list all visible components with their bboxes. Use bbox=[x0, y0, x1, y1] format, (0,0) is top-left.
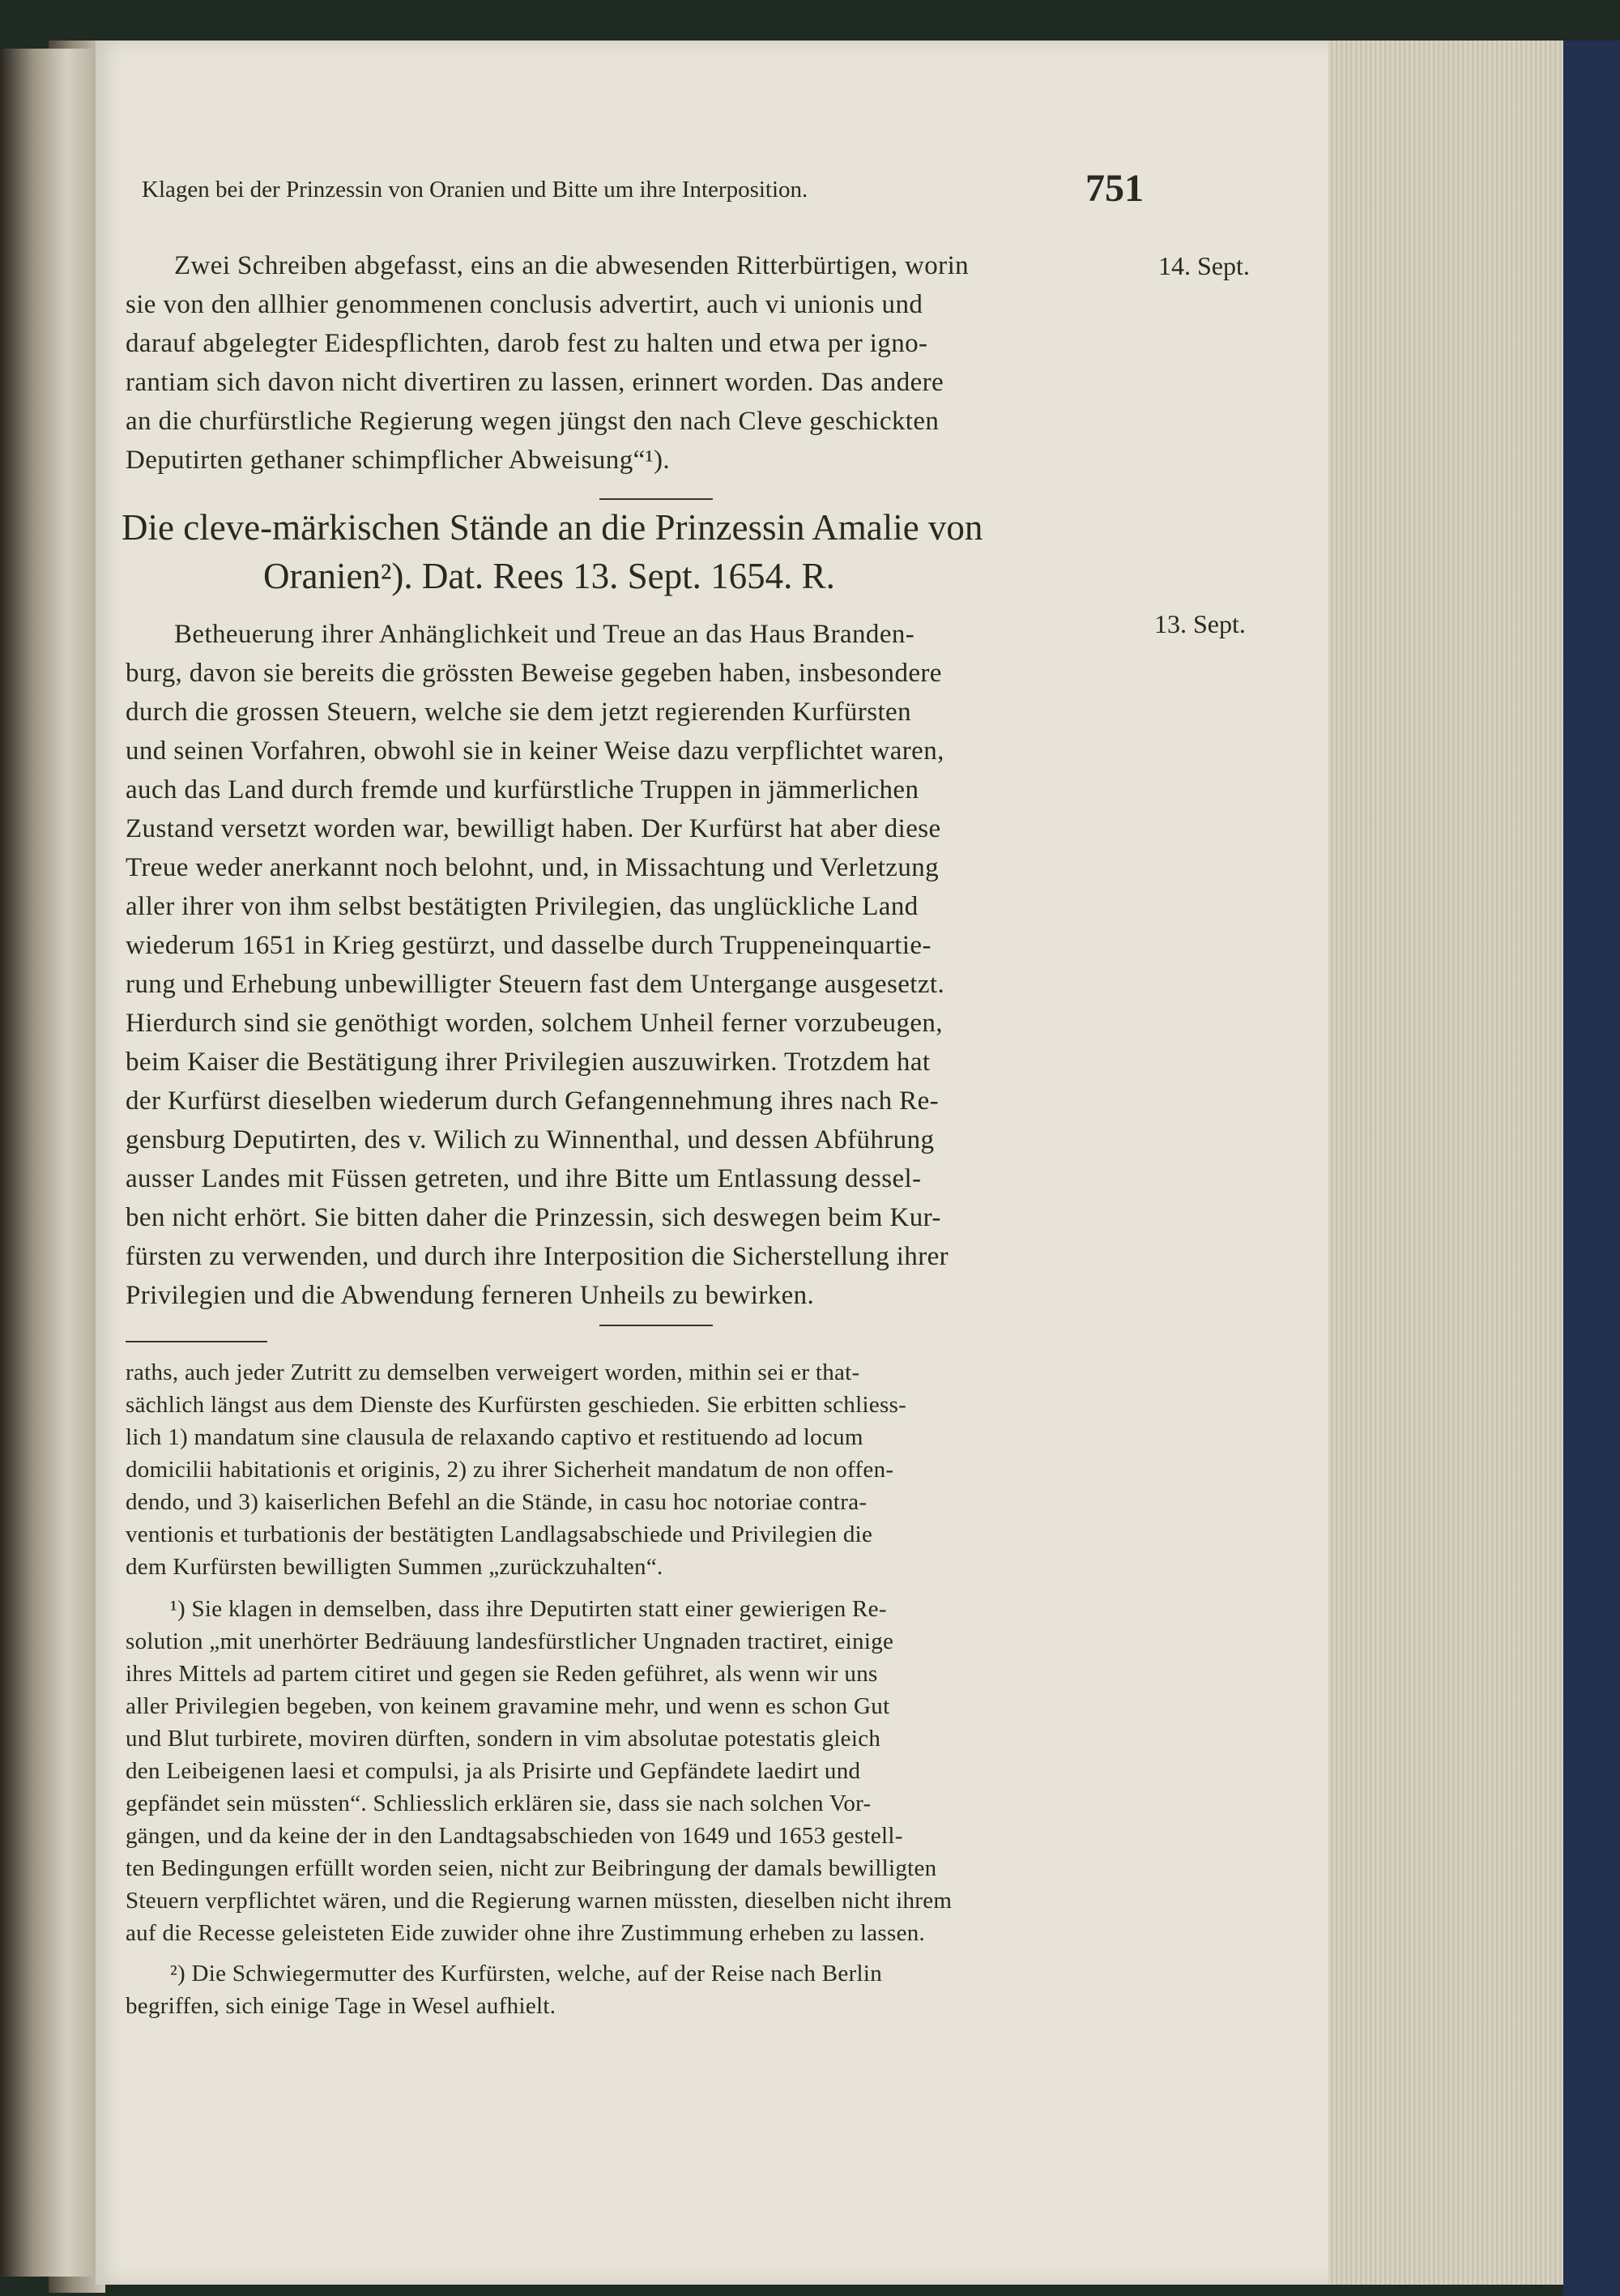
footnote-line: dendo, und 3) kaiserlichen Befehl an die Stände, in casu hoc notoriae contra- bbox=[126, 1489, 868, 1515]
left-page-edge bbox=[0, 49, 96, 2277]
para2-line: und seinen Vorfahren, obwohl sie in keiner Weise dazu verpflichtet waren, bbox=[126, 736, 944, 766]
footnote-line: aller Privilegien begeben, von keinem gravamine mehr, und wenn es schon Gut bbox=[126, 1693, 890, 1719]
footnote-line: auf die Recesse geleisteten Eide zuwider ohne ihre Zustimmung erheben zu lassen. bbox=[126, 1920, 926, 1946]
para1-line: Zwei Schreiben abgefasst, eins an die abwesenden Ritterbürtigen, worin bbox=[174, 251, 970, 280]
footnote-line: gepfändet sein müssten“. Schliesslich erklären sie, dass sie nach solchen Vor- bbox=[126, 1790, 872, 1816]
footnote-line: begriffen, sich einige Tage in Wesel aufhielt. bbox=[126, 1993, 556, 2019]
footnote-line: lich 1) mandatum sine clausula de relaxando captivo et restituendo ad locum bbox=[126, 1424, 863, 1450]
para1-line: Deputirten gethaner schimpflicher Abweisung“¹). bbox=[126, 446, 670, 475]
para2-line: fürsten zu verwenden, und durch ihre Interposition die Sicherstellung ihrer bbox=[126, 1242, 949, 1271]
footnote-line: ²) Die Schwiegermutter des Kurfürsten, welche, auf der Reise nach Berlin bbox=[170, 1961, 883, 1987]
margin-date-2: 13. Sept. bbox=[1154, 609, 1246, 638]
para2-line: ausser Landes mit Füssen getreten, und ihre Bitte um Entlassung dessel- bbox=[126, 1164, 922, 1193]
page-number: 751 bbox=[1085, 167, 1144, 210]
footnote-line: sächlich längst aus dem Dienste des Kurfürsten geschieden. Sie erbitten schliess- bbox=[126, 1392, 907, 1418]
footnote-line: dem Kurfürsten bewilligten Summen „zurückzuhalten“. bbox=[126, 1554, 663, 1580]
footnote-line: ¹) Sie klagen in demselben, dass ihre Deputirten statt einer gewierigen Re- bbox=[170, 1596, 887, 1622]
para2-line: Privilegien und die Abwendung ferneren Unheils zu bewirken. bbox=[126, 1281, 815, 1310]
para1-line: darauf abgelegter Eidespflichten, darob fest zu halten und etwa per igno- bbox=[126, 329, 928, 358]
footnote-line: und Blut turbirete, moviren dürften, sondern in vim absolutae potestatis gleich bbox=[126, 1726, 881, 1752]
para2-line: Betheuerung ihrer Anhänglichkeit und Treue an das Haus Branden- bbox=[174, 620, 915, 649]
para2-line: durch die grossen Steuern, welche sie dem jetzt regierenden Kurfürsten bbox=[126, 698, 911, 727]
section-divider bbox=[599, 1325, 713, 1326]
footnote-line: ventionis et turbationis der bestätigten Landlagsabschiede und Privilegien die bbox=[126, 1521, 873, 1547]
para2-line: Treue weder anerkannt noch belohnt, und, in Missachtung und Verletzung bbox=[126, 853, 940, 882]
para2-line: aller ihrer von ihm selbst bestätigten Privilegien, das unglückliche Land bbox=[126, 892, 919, 921]
book-cover bbox=[1563, 41, 1620, 2296]
para2-line: auch das Land durch fremde und kurfürstliche Truppen in jämmerlichen bbox=[126, 775, 919, 804]
para1-line: rantiam sich davon nicht divertiren zu lassen, erinnert worden. Das andere bbox=[126, 368, 944, 397]
para1-line: an die churfürstliche Regierung wegen jüngst den nach Cleve geschickten bbox=[126, 407, 940, 436]
para2-line: beim Kaiser die Bestätigung ihrer Privilegien auszuwirken. Trotzdem hat bbox=[126, 1048, 931, 1077]
footnote-line: gängen, und da keine der in den Landtagsabschieden von 1649 und 1653 gestell- bbox=[126, 1823, 903, 1849]
section-divider bbox=[599, 498, 713, 500]
footnote-line: raths, auch jeder Zutritt zu demselben verweigert worden, mithin sei er that- bbox=[126, 1359, 860, 1385]
para2-line: burg, davon sie bereits die grössten Beweise gegeben haben, insbesondere bbox=[126, 659, 942, 688]
para2-line: Zustand versetzt worden war, bewilligt haben. Der Kurfürst hat aber diese bbox=[126, 814, 941, 843]
footnote-line: solution „mit unerhörter Bedräuung landesfürstlicher Ungnaden tractiret, einige bbox=[126, 1628, 894, 1654]
footnote-line: domicilii habitationis et originis, 2) zu ihrer Sicherheit mandatum de non offen- bbox=[126, 1457, 894, 1483]
footnote-rule bbox=[126, 1341, 267, 1342]
para2-line: der Kurfürst dieselben wiederum durch Gefangennehmung ihres nach Re- bbox=[126, 1086, 940, 1116]
footnote-line: ten Bedingungen erfüllt worden seien, nicht zur Beibringung der damals bewilligten bbox=[126, 1855, 937, 1881]
para2-line: ben nicht erhört. Sie bitten daher die Prinzessin, sich deswegen beim Kur- bbox=[126, 1203, 941, 1232]
footnote-line: Steuern verpflichtet wären, und die Regierung warnen müssten, dieselben nicht ihrem bbox=[126, 1888, 953, 1914]
footnote-line: den Leibeigenen laesi et compulsi, ja als Prisirte und Gepfändete laedirt und bbox=[126, 1758, 861, 1784]
footnote-line: ihres Mittels ad partem citiret und gegen sie Reden geführet, als wenn wir uns bbox=[126, 1661, 878, 1687]
margin-date-1: 14. Sept. bbox=[1158, 251, 1250, 280]
para2-line: rung und Erhebung unbewilligter Steuern fast dem Untergange ausgesetzt. bbox=[126, 970, 945, 999]
running-header: Klagen bei der Prinzessin von Oranien und Bitte um ihre Interposition. bbox=[142, 177, 808, 203]
para2-line: Hierdurch sind sie genöthigt worden, solchem Unheil ferner vorzubeugen, bbox=[126, 1009, 943, 1038]
para1-line: sie von den allhier genommenen conclusis advertirt, auch vi unionis und bbox=[126, 290, 923, 319]
document-heading-line2: Oranien²). Dat. Rees 13. Sept. 1654. R. bbox=[263, 556, 835, 596]
para2-line: gensburg Deputirten, des v. Wilich zu Winnenthal, und dessen Abführung bbox=[126, 1125, 935, 1154]
page-block-edge bbox=[1328, 41, 1571, 2285]
document-heading-line1: Die cleve-märkischen Stände an die Prinzessin Amalie von bbox=[122, 507, 983, 548]
para2-line: wiederum 1651 in Krieg gestürzt, und dasselbe durch Truppeneinquartie- bbox=[126, 931, 932, 960]
